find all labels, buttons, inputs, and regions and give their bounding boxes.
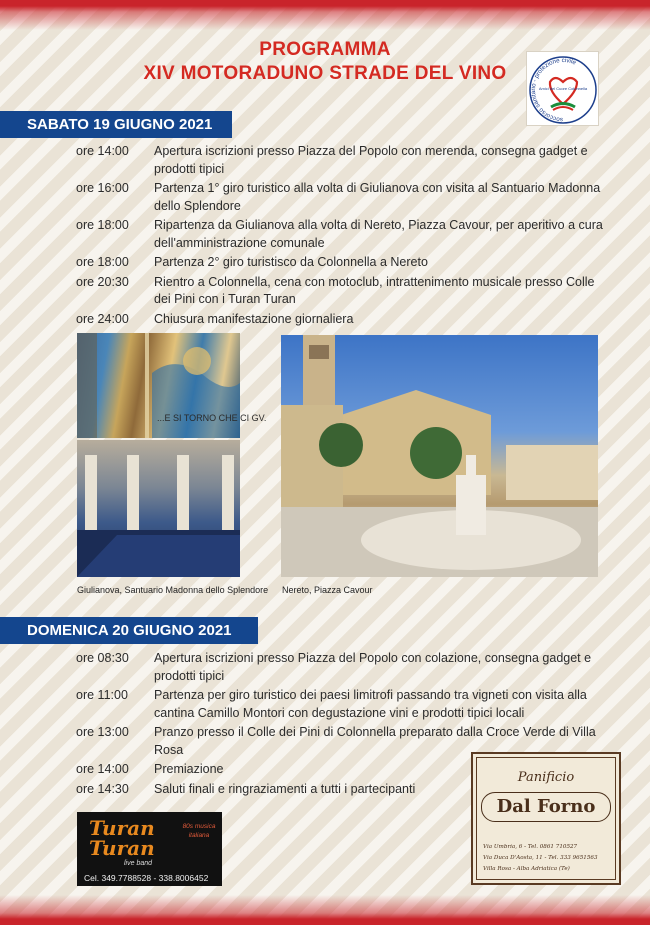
- forno-script-label: Panificio: [517, 770, 575, 785]
- schedule-time: ore 13:00: [76, 725, 129, 739]
- protezione-civile-emblem: [527, 52, 600, 127]
- schedule-description: Rientro a Colonnella, cena con motoclub, intrattenimento musicale presso Colle dei Pini con i Turan Turan: [154, 274, 595, 306]
- photo-caption-nereto: Nereto, Piazza Cavour: [282, 585, 373, 595]
- schedule-description: Apertura iscrizioni presso Piazza del Popolo con colazione, consegna gadget e prodotti tipici: [154, 651, 592, 683]
- schedule-item: [76, 143, 606, 178]
- schedule-item: [76, 650, 606, 685]
- schedule-description: Premiazione: [154, 762, 224, 776]
- logo-ring-text: soccorso sanitario - protezione civile: [530, 56, 577, 124]
- schedule-time: ore 20:30: [76, 274, 129, 289]
- santuario-mosaic-photo: [77, 333, 267, 438]
- schedule-time: ore 18:00: [76, 218, 129, 232]
- saturday-schedule: [76, 143, 606, 330]
- schedule-time: ore 14:30: [76, 781, 129, 796]
- schedule-description: Apertura iscrizioni presso Piazza del Popolo con merenda, consegna gadget e prodotti tipici: [154, 144, 588, 176]
- schedule-item: [76, 311, 606, 329]
- sunday-heading: DOMENICA 20 GIUGNO 2021: [0, 617, 258, 644]
- schedule-item: [76, 254, 606, 272]
- schedule-item: [76, 687, 606, 722]
- schedule-description: Partenza 2° giro turistisco da Colonnella a Nereto: [154, 255, 428, 269]
- schedule-time: ore 14:00: [76, 762, 129, 776]
- page-subtitle: XIV MOTORADUNO STRADE DEL VINO: [143, 63, 507, 84]
- schedule-description: Ripartenza da Giulianova alla volta di Nereto, Piazza Cavour, per aperitivo a cura dell'amministrazione comunale: [154, 218, 603, 250]
- schedule-description: Chiusura manifestazione giornaliera: [154, 311, 354, 326]
- schedule-description: Saluti finali e ringraziamenti a tutti i partecipanti: [154, 781, 416, 796]
- schedule-time: ore 18:00: [76, 255, 129, 269]
- piazza-cavour-photo: [281, 335, 598, 577]
- schedule-item: [76, 274, 606, 309]
- forno-address-3: Villa Rosa - Alba Adriatica (Te): [483, 866, 570, 872]
- panificio-dal-forno-logo: [471, 752, 621, 885]
- photo-caption-giulianova: Giulianova, Santuario Madonna dello Splendore: [77, 585, 269, 595]
- turan-phone: Cel. 349.7788528 - 338.8006452: [84, 873, 209, 883]
- turan-name-line1: Turan: [89, 816, 155, 840]
- turan-subtitle: live band: [124, 860, 153, 867]
- mosaic-inscription: ...E SI TORNO CHE CI GV.: [157, 413, 267, 423]
- turan-name-line2: Turan: [89, 836, 155, 860]
- schedule-time: ore 24:00: [76, 311, 129, 326]
- bottom-border-band: [0, 895, 650, 925]
- logo-inner-text: Amici del Cuore Colonnella: [538, 86, 588, 91]
- schedule-item: [76, 217, 606, 252]
- schedule-time: ore 11:00: [76, 688, 128, 702]
- schedule-description: Partenza 1° giro turistico alla volta di Giulianova con visita al Santuario Madonna dello Splendore: [154, 181, 601, 213]
- page-title: PROGRAMMA: [259, 39, 391, 60]
- top-border-band: [0, 0, 650, 30]
- schedule-time: ore 14:00: [76, 144, 129, 158]
- schedule-description: Partenza per giro turistico dei paesi limitrofi passando tra vigneti con visita alla cantina Camillo Montori con degustazione vini e prodotti tipici locali: [154, 688, 587, 720]
- santuario-interior-photo: [77, 440, 240, 577]
- forno-brand-name: Dal Forno: [481, 792, 611, 822]
- schedule-time: ore 16:00: [76, 181, 129, 195]
- schedule-time: ore 08:30: [76, 651, 129, 665]
- schedule-item: [76, 180, 606, 215]
- saturday-heading: SABATO 19 GIUGNO 2021: [0, 111, 232, 138]
- forno-address-2: Via Duca D'Aosta, 11 - Tel. 333 9651563: [483, 855, 598, 861]
- schedule-description: Pranzo presso il Colle dei Pini di Colonnella preparato dalla Croce Verde di Villa Rosa: [154, 725, 596, 757]
- protezione-civile-logo: [526, 51, 599, 126]
- turan-tagline: 80s musica italiana: [182, 823, 216, 839]
- forno-address-1: Via Umbria, 6 - Tel. 0861 710527: [483, 844, 578, 850]
- turan-turan-logo: [77, 812, 222, 886]
